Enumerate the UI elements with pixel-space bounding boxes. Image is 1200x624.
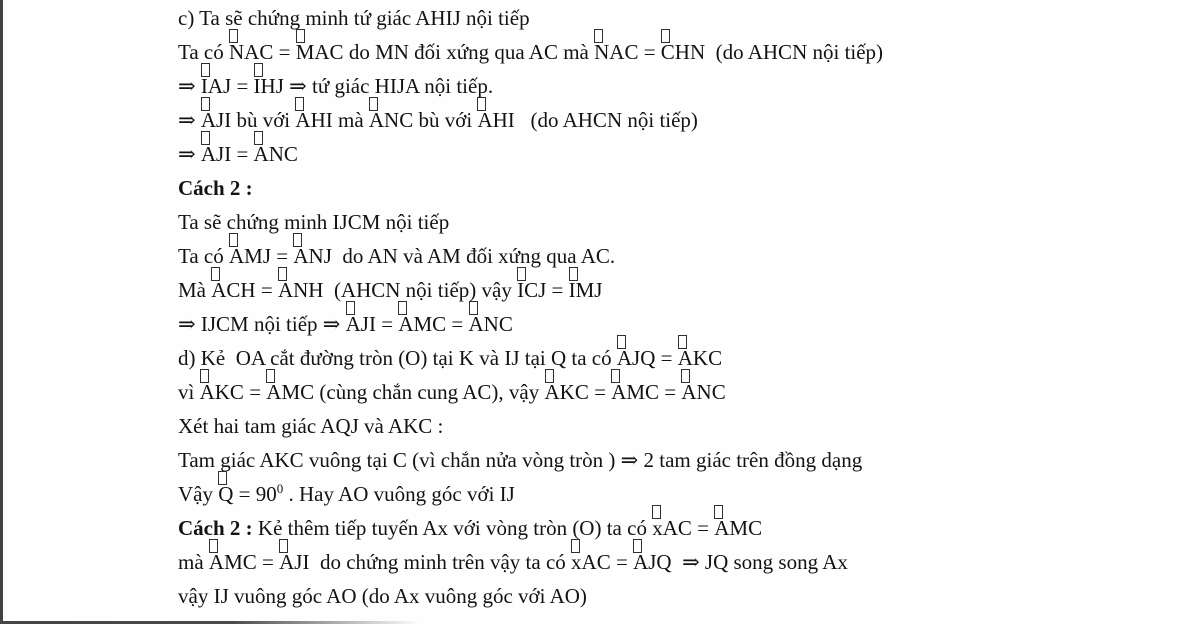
angle-hat-icon xyxy=(218,471,227,485)
angle-token: AKC xyxy=(678,346,722,370)
text-line xyxy=(178,137,1178,171)
text-line xyxy=(178,103,1178,137)
text-segment: vì xyxy=(178,380,200,404)
angle-token: CHN xyxy=(661,40,705,64)
text-line xyxy=(178,239,1178,273)
angle-hat-icon xyxy=(254,63,263,77)
angle-token: AKC xyxy=(200,380,244,404)
angle-token: IHJ xyxy=(254,74,284,98)
angle-token: ICJ xyxy=(517,278,546,302)
text-segment: c) Ta sẽ chứng minh tứ giác AHIJ nội tiếp xyxy=(178,6,530,30)
angle-token: AJI xyxy=(279,550,309,574)
text-segment: = xyxy=(691,516,715,540)
text-segment: (cùng chắn cung AC), vậy xyxy=(314,380,545,404)
angle-hat-icon xyxy=(477,97,486,111)
angle-token: IMJ xyxy=(569,278,603,302)
text-segment: Xét hai tam giác AQJ và AKC : xyxy=(178,414,444,438)
angle-hat-icon xyxy=(617,335,626,349)
angle-token: ANC xyxy=(369,108,413,132)
angle-token: ANC xyxy=(681,380,725,404)
angle-token: AKC xyxy=(545,380,589,404)
angle-hat-icon xyxy=(201,63,210,77)
angle-hat-icon xyxy=(469,301,478,315)
text-segment: = xyxy=(273,40,296,64)
text-segment: . Hay AO vuông góc với IJ xyxy=(283,482,515,506)
angle-hat-icon xyxy=(633,539,642,553)
text-segment: = xyxy=(271,244,294,268)
text-segment: = xyxy=(256,550,280,574)
text-segment: mà xyxy=(178,550,209,574)
angle-hat-icon xyxy=(571,539,580,553)
text-line xyxy=(178,69,1178,103)
angle-token: AMC xyxy=(714,516,762,540)
text-segment: do chứng minh trên vậy ta có xyxy=(309,550,572,574)
angle-token: AJI xyxy=(201,108,231,132)
text-segment: Vậy xyxy=(178,482,219,506)
angle-hat-icon xyxy=(201,131,210,145)
text-line xyxy=(178,375,1178,409)
angle-token: IAJ xyxy=(201,74,231,98)
angle-token: AJQ xyxy=(617,346,656,370)
angle-token: AJI xyxy=(201,142,231,166)
text-segment: = xyxy=(659,380,682,404)
angle-hat-icon xyxy=(211,267,220,281)
angle-token: AMC xyxy=(398,312,446,336)
text-segment: bù với xyxy=(231,108,296,132)
angle-hat-icon xyxy=(278,267,287,281)
angle-token: Q xyxy=(218,482,233,506)
text-segment: bù với xyxy=(413,108,478,132)
angle-hat-icon xyxy=(279,539,288,553)
text-segment: (do AHCN nội tiếp) xyxy=(705,40,884,64)
angle-token: xAC xyxy=(652,516,692,540)
text-segment: = xyxy=(255,278,278,302)
text-line xyxy=(178,545,1178,579)
text-segment: = xyxy=(546,278,569,302)
text-line xyxy=(178,477,1178,511)
text-segment: do AN và AM đối xứng qua AC. xyxy=(331,244,616,268)
angle-token: ANH xyxy=(278,278,324,302)
angle-token: ACH xyxy=(211,278,255,302)
angle-hat-icon xyxy=(209,539,218,553)
angle-token: ANC xyxy=(469,312,513,336)
angle-hat-icon xyxy=(569,267,578,281)
angle-token: xAC xyxy=(571,550,611,574)
text-line xyxy=(178,273,1178,307)
angle-hat-icon xyxy=(545,369,554,383)
angle-hat-icon xyxy=(346,301,355,315)
angle-hat-icon xyxy=(296,29,305,43)
angle-token: MAC xyxy=(296,40,344,64)
text-segment: = xyxy=(610,550,634,574)
angle-hat-icon xyxy=(714,505,723,519)
angle-token: ANJ xyxy=(293,244,332,268)
text-segment: = xyxy=(638,40,661,64)
text-line xyxy=(178,171,1178,205)
text-line xyxy=(178,579,1178,613)
angle-token: AJI xyxy=(346,312,376,336)
text-segment: Kẻ thêm tiếp tuyến Ax với vòng tròn (O) ta có xyxy=(257,516,653,540)
text-segment: Ta sẽ chứng minh IJCM nội tiếp xyxy=(178,210,450,234)
angle-token: AMC xyxy=(209,550,257,574)
text-segment: do MN đối xứng qua AC mà xyxy=(343,40,595,64)
text-segment: = xyxy=(231,142,254,166)
angle-hat-icon xyxy=(652,505,661,519)
angle-hat-icon xyxy=(398,301,407,315)
angle-hat-icon xyxy=(293,233,302,247)
angle-token: AMJ xyxy=(229,244,271,268)
text-segment: Mà xyxy=(178,278,212,302)
angle-hat-icon xyxy=(266,369,275,383)
text-segment: Tam giác AKC vuông tại C (vì chắn nửa vòng tròn ) ⇒ 2 tam giác trên đồng dạng xyxy=(178,448,863,472)
angle-hat-icon xyxy=(681,369,690,383)
angle-token: NAC xyxy=(229,40,273,64)
text-line xyxy=(178,35,1178,69)
text-segment: (do AHCN nội tiếp) xyxy=(514,108,698,132)
angle-token: AJQ xyxy=(633,550,672,574)
angle-hat-icon xyxy=(229,233,238,247)
text-line xyxy=(178,1,1178,35)
document-content xyxy=(178,1,1178,613)
angle-hat-icon xyxy=(295,97,304,111)
text-segment: = xyxy=(655,346,678,370)
text-segment: ⇒ xyxy=(178,108,201,132)
angle-token: AHI xyxy=(295,108,332,132)
text-segment: vậy IJ vuông góc AO (do Ax vuông góc với AO) xyxy=(178,584,587,608)
text-line xyxy=(178,205,1178,239)
text-line xyxy=(178,443,1178,477)
text-segment: = xyxy=(588,380,612,404)
superscript: 0 xyxy=(276,481,284,496)
text-segment: mà xyxy=(332,108,369,132)
angle-token: AHI xyxy=(477,108,514,132)
angle-hat-icon xyxy=(369,97,378,111)
text-segment: = xyxy=(243,380,267,404)
angle-hat-icon xyxy=(201,97,210,111)
text-segment: ⇒ IJCM nội tiếp ⇒ xyxy=(178,312,346,336)
angle-hat-icon xyxy=(517,267,526,281)
text-line xyxy=(178,341,1178,375)
angle-token: AMC xyxy=(266,380,314,404)
page-left-border xyxy=(0,0,3,624)
text-segment: ⇒ xyxy=(178,74,201,98)
angle-hat-icon xyxy=(611,369,620,383)
text-line xyxy=(178,511,1178,545)
angle-hat-icon xyxy=(661,29,670,43)
angle-hat-icon xyxy=(254,131,263,145)
text-segment: ⇒ JQ song song Ax xyxy=(671,550,848,574)
text-segment: ⇒ tứ giác HIJA nội tiếp. xyxy=(283,74,494,98)
angle-hat-icon xyxy=(229,29,238,43)
text-segment: Ta có xyxy=(178,244,230,268)
text-segment: d) Kẻ OA cắt đường tròn (O) tại K và IJ tại Q ta có xyxy=(178,346,617,370)
angle-token: ANC xyxy=(254,142,298,166)
text-segment: (AHCN nội tiếp) vậy xyxy=(323,278,518,302)
angle-hat-icon xyxy=(678,335,687,349)
text-segment: Cách 2 : xyxy=(178,516,258,540)
text-segment: Ta có xyxy=(178,40,230,64)
angle-hat-icon xyxy=(200,369,209,383)
angle-token: NAC xyxy=(594,40,638,64)
angle-token: AMC xyxy=(611,380,659,404)
text-segment: ⇒ xyxy=(178,142,201,166)
text-segment: = 90 xyxy=(233,482,277,506)
text-segment: = xyxy=(446,312,469,336)
text-segment: = xyxy=(375,312,399,336)
text-segment: Cách 2 : xyxy=(178,176,253,200)
text-segment: = xyxy=(231,74,254,98)
angle-hat-icon xyxy=(594,29,603,43)
text-line xyxy=(178,409,1178,443)
